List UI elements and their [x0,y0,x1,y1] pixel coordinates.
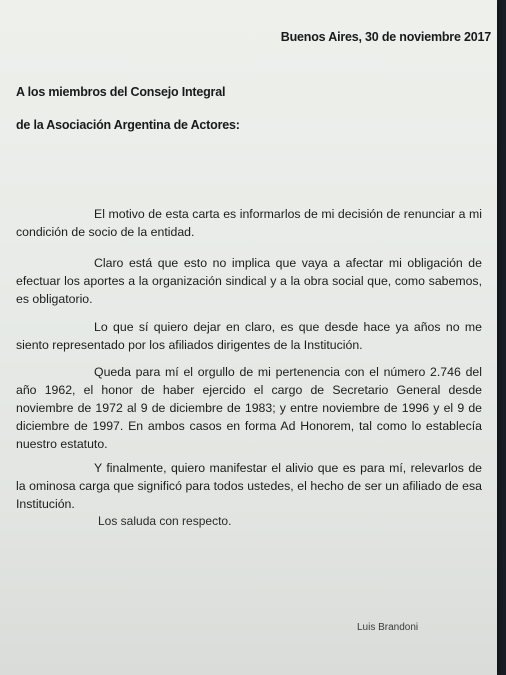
signature-name: Luis Brandoni [357,622,419,633]
paragraph-5: Y finalmente, quiero manifestar el alivio que es para mí, relevarlos de la ominosa carga que significó para todos ustedes, el hecho de ser un afiliado de esa Institución. [16,461,482,511]
recipient-line-1: A los miembros del Consejo Integral [16,85,226,99]
paragraph-3: Lo que sí quiero dejar en claro, es que desde hace ya años no me siento representado por los afiliados dirigentes de la Institución. [16,320,482,352]
letter-date: Buenos Aires, 30 de noviembre 2017 [280,30,491,44]
paragraph-2: Claro está que esto no implica que vaya a afectar mi obligación de efectuar los aportes a la organización sindical y a la obra social que, como sabemos, es obligatorio. [16,256,482,306]
closing-line: Los saluda con respecto. [98,514,232,528]
paragraph-4: Queda para mí el orgullo de mi pertenencia con el número 2.746 del año 1962, el honor de haber ejercido el cargo de Secretario General desde noviembre de 1972 al 9 de diciembre de 1983; y entre noviembre de 1996 y el 9 de diciembre de 1997. En ambos casos en forma Ad Honorem, tal como lo establecía nuestro estatuto. [16,365,482,451]
paragraph-1: El motivo de esta carta es informarlos de mi decisión de renunciar a mi condición de socio de la entidad. [16,207,482,239]
recipient-line-2: de la Asociación Argentina de Actores: [16,118,240,132]
